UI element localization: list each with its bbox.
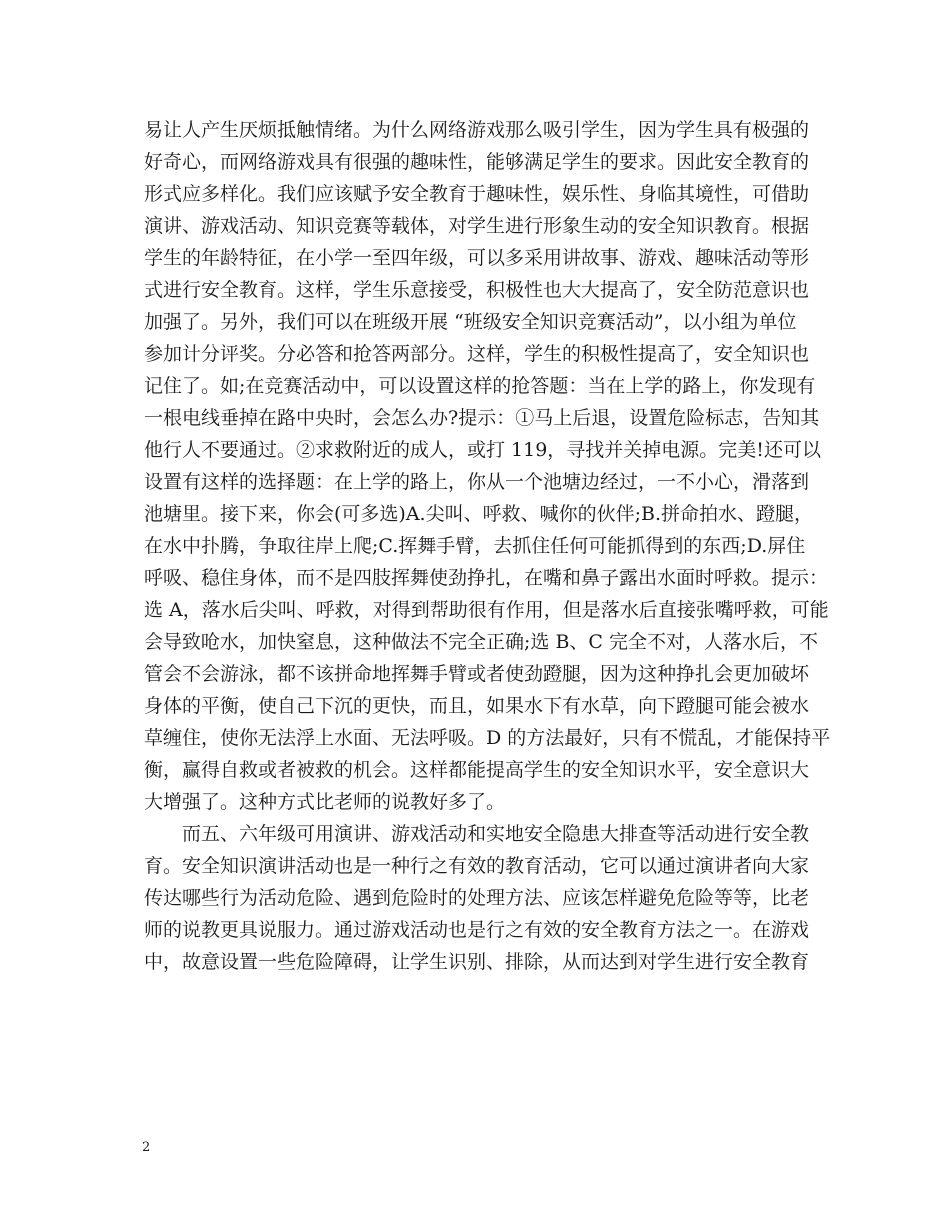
text-line: 会导致呛水，加快窒息，这种做法不完全正确;选 B、C 完全不对，人落水后，不 — [144, 631, 818, 653]
text-line: 加强了。另外，我们可以在班级开展 “班级安全知识竞赛活动”，以小组为单位 — [144, 311, 797, 333]
paragraph-1 — [144, 114, 834, 818]
text-line: 而五、六年级可用演讲、游戏活动和实地安全隐患大排查等活动进行安全教 — [182, 823, 810, 845]
text-line: 学生的年龄特征，在小学一至四年级，可以多采用讲故事、游戏、趣味活动等形 — [144, 247, 810, 269]
text-line: 池塘里。接下来，你会(可多选)A.尖叫、呼救、喊你的伙伴;B.拼命拍水、蹬腿， — [144, 503, 813, 525]
text-line: 形式应多样化。我们应该赋予安全教育于趣味性，娱乐性、身临其境性，可借助 — [144, 183, 810, 205]
text-line: 好奇心，而网络游戏具有很强的趣味性，能够满足学生的要求。因此安全教育的 — [144, 151, 810, 173]
body-text — [144, 114, 834, 978]
text-line: 在水中扑腾，争取往岸上爬;C.挥舞手臂，去抓住任何可能抓得到的东西;D.屏住 — [144, 535, 806, 557]
text-line: 一根电线垂掉在路中央时，会怎么办?提示：①马上后退，设置危险标志，告知其 — [144, 407, 820, 429]
text-line: 身体的平衡，使自己下沉的更快，而且，如果水下有水草，向下蹬腿可能会被水 — [144, 695, 810, 717]
text-line: 参加计分评奖。分必答和抢答两部分。这样，学生的积极性提高了，安全知识也 — [144, 343, 810, 365]
text-line: 选 A，落水后尖叫、呼救，对得到帮助很有作用，但是落水后直接张嘴呼救，可能 — [144, 599, 829, 621]
text-line: 师的说教更具说服力。通过游戏活动也是行之有效的安全教育方法之一。在游戏 — [144, 919, 810, 941]
text-line: 育。安全知识演讲活动也是一种行之有效的教育活动，它可以通过演讲者向大家 — [144, 855, 810, 877]
text-line: 式进行安全教育。这样，学生乐意接受，积极性也大大提高了，安全防范意识也 — [144, 279, 810, 301]
paragraph-2 — [144, 818, 834, 978]
page-number: 2 — [142, 1140, 151, 1155]
text-line: 呼吸、稳住身体，而不是四肢挥舞使劲挣扎，在嘴和鼻子露出水面时呼救。提示： — [144, 567, 829, 589]
text-line: 演讲、游戏活动、知识竞赛等载体，对学生进行形象生动的安全知识教育。根据 — [144, 215, 810, 237]
text-line: 大增强了。这种方式比老师的说教好多了。 — [144, 791, 506, 813]
text-line: 传达哪些行为活动危险、遇到危险时的处理方法、应该怎样避免危险等等，比老 — [144, 887, 810, 909]
text-line: 管会不会游泳，都不该拼命地挥舞手臂或者使劲蹬腿，因为这种挣扎会更加破坏 — [144, 663, 810, 685]
text-line: 他行人不要通过。②求救附近的成人，或打 119，寻找并关掉电源。完美!还可以 — [144, 439, 821, 461]
text-line: 中，故意设置一些危险障碍，让学生识别、排除，从而达到对学生进行安全教育 — [144, 951, 810, 973]
text-line: 衡，赢得自救或者被救的机会。这样都能提高学生的安全知识水平，安全意识大 — [144, 759, 810, 781]
text-line: 易让人产生厌烦抵触情绪。为什么网络游戏那么吸引学生，因为学生具有极强的 — [144, 119, 810, 141]
text-line: 草缠住，使你无法浮上水面、无法呼吸。D 的方法最好，只有不慌乱，才能保持平 — [144, 727, 831, 749]
text-line: 设置有这样的选择题：在上学的路上，你从一个池塘边经过，一不小心，滑落到 — [144, 471, 810, 493]
text-line: 记住了。如;在竞赛活动中，可以设置这样的抢答题：当在上学的路上，你发现有 — [144, 375, 816, 397]
